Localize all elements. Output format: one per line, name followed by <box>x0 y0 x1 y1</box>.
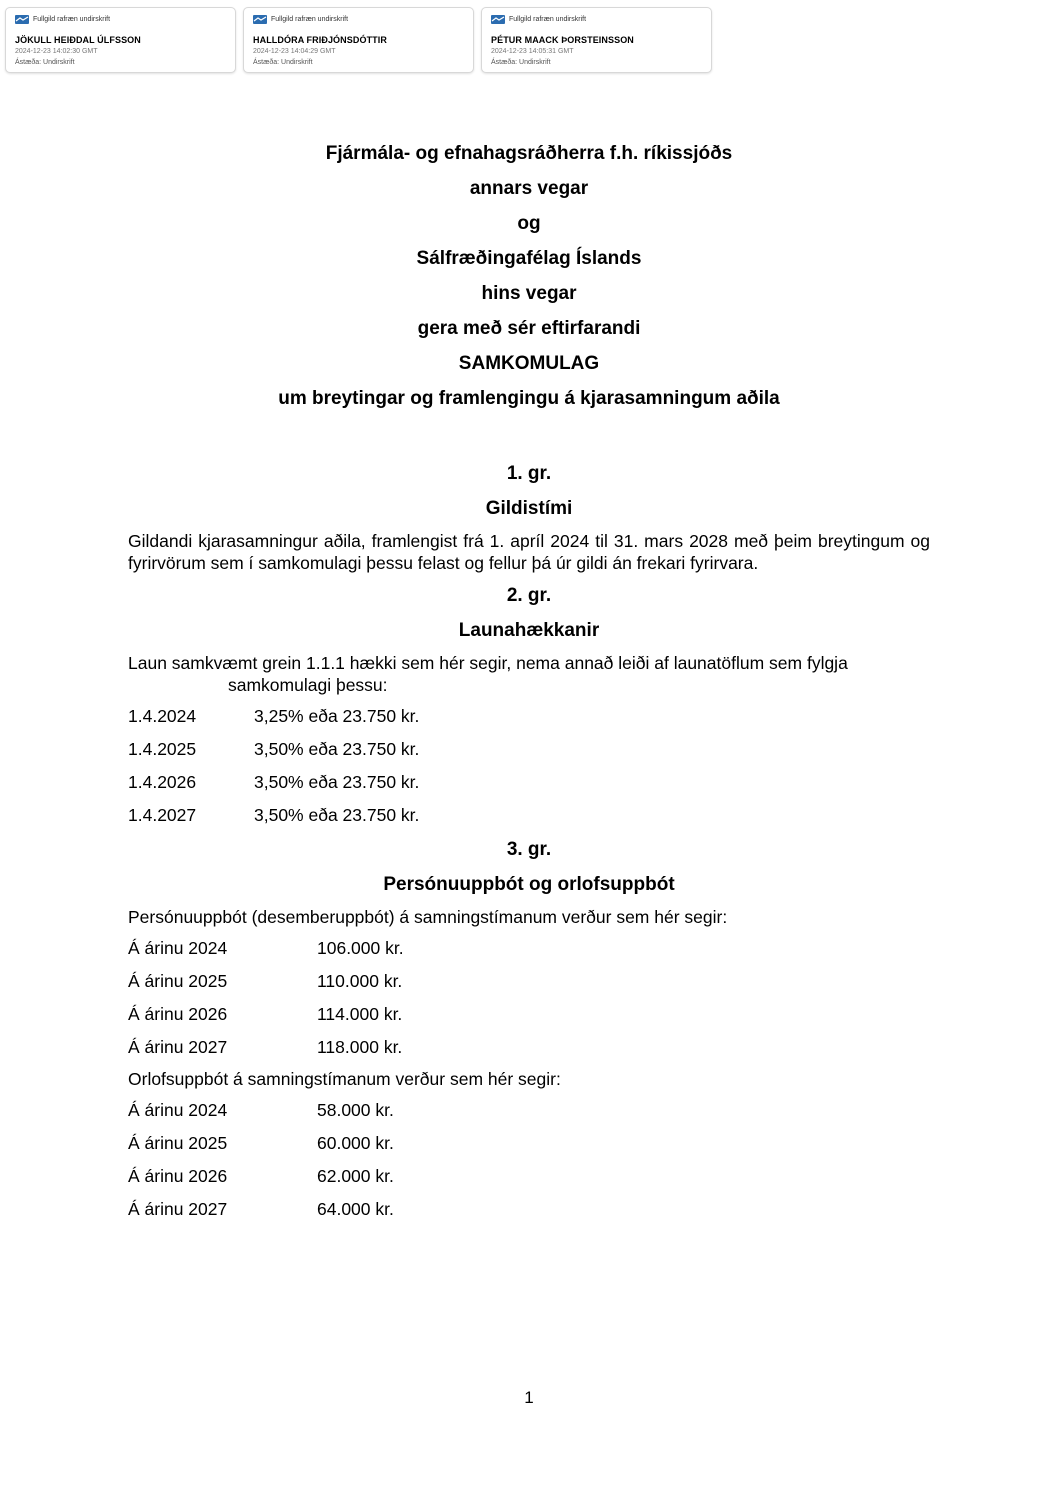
section-text: Persónuuppbót (desemberuppbót) á samningstímanum verður sem hér segir: <box>128 907 728 927</box>
signature-bar <box>5 7 712 73</box>
raise-value: 3,50% eða 23.750 kr. <box>254 739 420 759</box>
section-text: Orlofsuppbót á samningstímanum verður sem hér segir: <box>128 1069 561 1089</box>
section-title: Launahækkanir <box>458 620 600 641</box>
signature-card[interactable] <box>481 7 712 73</box>
raise-row <box>128 766 930 799</box>
bonus-value: 58.000 kr. <box>317 1100 394 1120</box>
bonus-year: Á árinu 2024 <box>128 938 228 958</box>
section-title: Gildistími <box>485 498 573 519</box>
section-number: 1. gr. <box>506 463 552 484</box>
signature-reason: Ástæða: Undirskrift <box>491 59 551 66</box>
signature-header <box>253 12 464 26</box>
raise-row <box>128 700 930 733</box>
signature-header <box>15 12 226 26</box>
signature-timestamp: 2024-12-23 14:04:29 GMT <box>253 48 336 55</box>
raise-value: 3,50% eða 23.750 kr. <box>254 805 420 825</box>
signature-timestamp: 2024-12-23 14:02:30 GMT <box>15 48 98 55</box>
bonus-year: Á árinu 2027 <box>128 1037 228 1057</box>
title-block <box>128 136 930 416</box>
section-title: Persónuuppbót og orlofsuppbót <box>383 874 675 895</box>
raise-row <box>128 733 930 766</box>
bonus-value: 106.000 kr. <box>317 938 404 958</box>
section-text: Gildandi kjarasamningur aðila, framlengist frá 1. apríl 2024 til 31. mars 2028 með þeim breytingum og fyrirvörum sem í samkomulagi þessu felast og fellur þá úr gildi án frekari fyrirvara. <box>128 531 930 573</box>
title-line: gera með sér eftirfarandi <box>417 318 641 339</box>
signature-header <box>491 12 702 26</box>
bonus-year: Á árinu 2025 <box>128 971 228 991</box>
bonus-value: 62.000 kr. <box>317 1166 394 1186</box>
bonus-row <box>128 1094 930 1127</box>
bonus-year: Á árinu 2024 <box>128 1100 228 1120</box>
signature-timestamp: 2024-12-23 14:05:31 GMT <box>491 48 574 55</box>
section-number: 2. gr. <box>506 585 552 606</box>
bonus-row <box>128 965 930 998</box>
title-line: Fjármála- og efnahagsráðherra f.h. ríkissjóðs <box>325 143 733 164</box>
raise-value: 3,25% eða 23.750 kr. <box>254 706 420 726</box>
signature-logo-icon <box>15 15 29 24</box>
bonus-row <box>128 1193 930 1226</box>
signer-name: HALLDÓRA FRIÐJÓNSDÓTTIR <box>253 35 387 45</box>
signature-card[interactable] <box>243 7 474 73</box>
title-line: og <box>517 213 541 234</box>
title-line: Sálfræðingafélag Íslands <box>416 248 642 269</box>
signature-header-text: Fullgild rafræn undirskrift <box>33 15 111 23</box>
raise-date: 1.4.2027 <box>128 805 197 825</box>
section-number: 3. gr. <box>506 839 552 860</box>
bonus-year: Á árinu 2025 <box>128 1133 228 1153</box>
bonus-year: Á árinu 2026 <box>128 1166 228 1186</box>
bonus-row <box>128 1031 930 1064</box>
title-line: um breytingar og framlengingu á kjarasamningum aðila <box>278 388 780 409</box>
bonus-row <box>128 932 930 965</box>
signature-logo-icon <box>491 15 505 24</box>
raise-date: 1.4.2025 <box>128 739 197 759</box>
raise-value: 3,50% eða 23.750 kr. <box>254 772 420 792</box>
bonus-year: Á árinu 2026 <box>128 1004 228 1024</box>
document-body <box>128 136 930 1226</box>
bonus-value: 114.000 kr. <box>317 1004 403 1024</box>
signature-header-text: Fullgild rafræn undirskrift <box>271 15 349 23</box>
title-line: hins vegar <box>481 283 577 304</box>
signature-header-text: Fullgild rafræn undirskrift <box>509 15 587 23</box>
raise-date: 1.4.2026 <box>128 772 197 792</box>
bonus-row <box>128 1160 930 1193</box>
bonus-row <box>128 1127 930 1160</box>
page-number: 1 <box>524 1388 534 1407</box>
raise-date: 1.4.2024 <box>128 706 197 726</box>
title-line: SAMKOMULAG <box>458 353 600 374</box>
raise-row <box>128 799 930 832</box>
bonus-year: Á árinu 2027 <box>128 1199 228 1219</box>
signer-name: JÖKULL HEIÐDAL ÚLFSSON <box>15 35 141 45</box>
bonus-value: 60.000 kr. <box>317 1133 394 1153</box>
signer-name: PÉTUR MAACK ÞORSTEINSSON <box>491 35 634 45</box>
signature-card[interactable] <box>5 7 236 73</box>
signature-reason: Ástæða: Undirskrift <box>253 59 313 66</box>
signature-reason: Ástæða: Undirskrift <box>15 59 75 66</box>
bonus-value: 110.000 kr. <box>317 971 403 991</box>
signature-logo-icon <box>253 15 267 24</box>
section-text: Laun samkvæmt grein 1.1.1 hækki sem hér segir, nema annað leiði af launatöflum sem fylgja samkomulagi þessu: <box>128 653 848 695</box>
bonus-value: 118.000 kr. <box>317 1037 403 1057</box>
bonus-row <box>128 998 930 1031</box>
title-line: annars vegar <box>469 178 589 199</box>
bonus-value: 64.000 kr. <box>317 1199 394 1219</box>
